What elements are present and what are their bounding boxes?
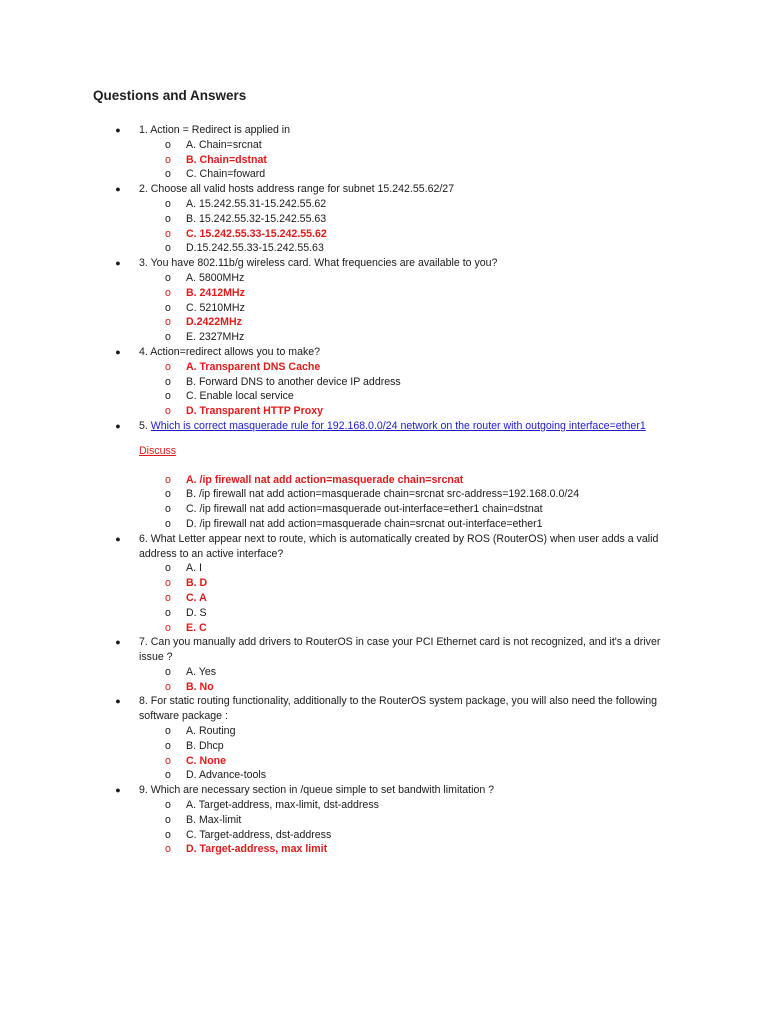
answer-text: B. No xyxy=(186,680,214,693)
answer-text: A. /ip firewall nat add action=masquerade chain=srcnat xyxy=(186,473,464,486)
circle-bullet-icon: o xyxy=(165,375,171,388)
answer-option xyxy=(0,375,768,390)
answer-option xyxy=(0,197,768,212)
answer-options xyxy=(0,360,768,419)
question-row xyxy=(0,123,768,138)
bullet-icon: ● xyxy=(115,184,121,195)
question-text: 9. Which are necessary section in /queue simple to set bandwith limitation ? xyxy=(139,784,495,797)
circle-bullet-icon: o xyxy=(165,665,171,678)
circle-bullet-icon: o xyxy=(165,591,171,604)
answer-options xyxy=(0,665,768,695)
answer-option-correct xyxy=(0,360,768,375)
question-item xyxy=(0,256,768,345)
circle-bullet-icon: o xyxy=(165,286,171,299)
question-item xyxy=(0,783,768,857)
answer-text: D. Transparent HTTP Proxy xyxy=(186,405,323,418)
answer-text: E. C xyxy=(186,621,207,634)
question-item xyxy=(0,635,768,694)
question-text: 3. You have 802.11b/g wireless card. What frequencies are available to you? xyxy=(139,257,498,270)
question-item xyxy=(0,182,768,256)
question-item xyxy=(0,419,768,532)
circle-bullet-icon: o xyxy=(165,799,171,812)
circle-bullet-icon: o xyxy=(165,168,171,181)
answer-option-correct xyxy=(0,473,768,488)
answer-text: D.15.242.55.33-15.242.55.63 xyxy=(186,242,324,255)
answer-option-correct xyxy=(0,754,768,769)
answer-options xyxy=(0,473,768,532)
answer-text: C. Enable local service xyxy=(186,390,294,403)
answer-option xyxy=(0,798,768,813)
circle-bullet-icon: o xyxy=(165,739,171,752)
bullet-icon: ● xyxy=(115,696,121,707)
answer-text: A. Target-address, max-limit, dst-address xyxy=(186,799,379,812)
question-row xyxy=(0,182,768,197)
answer-text: A. Chain=srcnat xyxy=(186,138,262,151)
question-text: 8. For static routing functionality, additionally to the RouterOS system package, you will also need the following software package : xyxy=(139,695,657,723)
answer-option-correct xyxy=(0,404,768,419)
discuss-link[interactable]: Discuss xyxy=(139,444,177,457)
answer-text: D.2422MHz xyxy=(186,316,242,329)
question-row xyxy=(0,532,768,562)
circle-bullet-icon: o xyxy=(165,517,171,530)
answer-option xyxy=(0,502,768,517)
answer-text: C. 5210MHz xyxy=(186,301,245,314)
answer-text: C. None xyxy=(186,754,227,767)
answer-text: B. 2412MHz xyxy=(186,286,245,299)
answer-option xyxy=(0,517,768,532)
circle-bullet-icon: o xyxy=(165,360,171,373)
answer-text: B. /ip firewall nat add action=masquerade chain=srcnat src-address=192.168.0.0/24 xyxy=(186,488,580,501)
answer-text: B. D xyxy=(186,577,208,590)
answer-option xyxy=(0,212,768,227)
answer-text: D. Advance-tools xyxy=(186,769,267,782)
circle-bullet-icon: o xyxy=(165,577,171,590)
circle-bullet-icon: o xyxy=(165,680,171,693)
question-item xyxy=(0,345,768,419)
answer-text: B. Dhcp xyxy=(186,739,224,752)
bullet-icon: ● xyxy=(115,258,121,269)
answer-text: A. Routing xyxy=(186,725,236,738)
question-row xyxy=(0,256,768,271)
answer-options xyxy=(0,271,768,345)
answer-text: B. Max-limit xyxy=(186,813,242,826)
answer-text: A. I xyxy=(186,562,202,575)
answer-option xyxy=(0,724,768,739)
answer-option xyxy=(0,813,768,828)
answer-text: D. S xyxy=(186,606,207,619)
circle-bullet-icon: o xyxy=(165,390,171,403)
answer-option-correct xyxy=(0,680,768,695)
answer-option-correct xyxy=(0,286,768,301)
answer-text: B. 15.242.55.32-15.242.55.63 xyxy=(186,212,327,225)
circle-bullet-icon: o xyxy=(165,227,171,240)
answer-option-correct xyxy=(0,576,768,591)
circle-bullet-icon: o xyxy=(165,621,171,634)
answer-text: D. /ip firewall nat add action=masquerade chain=srcnat out-interface=ether1 xyxy=(186,517,543,530)
answer-option-correct xyxy=(0,591,768,606)
answer-text: C. /ip firewall nat add action=masquerade out-interface=ether1 chain=dstnat xyxy=(186,503,543,516)
bullet-icon: ● xyxy=(115,346,121,357)
answer-text: A. Yes xyxy=(186,665,217,678)
circle-bullet-icon: o xyxy=(165,725,171,738)
answer-text: A. 15.242.55.31-15.242.55.62 xyxy=(186,197,327,210)
answer-option xyxy=(0,301,768,316)
circle-bullet-icon: o xyxy=(165,301,171,314)
answer-options xyxy=(0,197,768,256)
answer-option xyxy=(0,828,768,843)
circle-bullet-icon: o xyxy=(165,562,171,575)
circle-bullet-icon: o xyxy=(165,316,171,329)
answer-options xyxy=(0,724,768,783)
question-item xyxy=(0,694,768,783)
answer-option-correct xyxy=(0,621,768,636)
answer-option xyxy=(0,487,768,502)
answer-option xyxy=(0,768,768,783)
answer-text: D. Target-address, max limit xyxy=(186,843,328,856)
question-text: 7. Can you manually add drivers to RouterOS in case your PCI Ethernet card is not recognized, and it's a driver issue ? xyxy=(139,636,661,664)
answer-options xyxy=(0,798,768,857)
circle-bullet-icon: o xyxy=(165,331,171,344)
answer-option xyxy=(0,330,768,345)
page-title: Questions and Answers xyxy=(93,88,247,103)
question-row xyxy=(0,345,768,360)
answer-text: B. Forward DNS to another device IP address xyxy=(186,375,401,388)
circle-bullet-icon: o xyxy=(165,473,171,486)
question-row xyxy=(0,419,768,434)
answer-text: C. A xyxy=(186,591,207,604)
circle-bullet-icon: o xyxy=(165,138,171,151)
answer-text: E. 2327MHz xyxy=(186,331,245,344)
answer-option xyxy=(0,606,768,621)
bullet-icon: ● xyxy=(115,420,121,431)
circle-bullet-icon: o xyxy=(165,212,171,225)
question-list xyxy=(0,123,768,857)
circle-bullet-icon: o xyxy=(165,754,171,767)
answer-text: A. Transparent DNS Cache xyxy=(186,360,321,373)
question-row xyxy=(0,694,768,724)
circle-bullet-icon: o xyxy=(165,843,171,856)
answer-option xyxy=(0,389,768,404)
answer-option-correct xyxy=(0,315,768,330)
question-item xyxy=(0,532,768,636)
answer-option xyxy=(0,167,768,182)
answer-text: B. Chain=dstnat xyxy=(186,153,267,166)
question-text: 1. Action = Redirect is applied in xyxy=(139,124,291,136)
answer-option-correct xyxy=(0,153,768,168)
question-text: 2. Choose all valid hosts address range for subnet 15.242.55.62/27 xyxy=(139,183,455,196)
answer-option xyxy=(0,271,768,286)
answer-text: A. 5800MHz xyxy=(186,271,245,284)
answer-options xyxy=(0,138,768,182)
question-number: 5. xyxy=(139,419,151,432)
circle-bullet-icon: o xyxy=(165,606,171,619)
bullet-icon: ● xyxy=(115,785,121,796)
circle-bullet-icon: o xyxy=(165,813,171,826)
circle-bullet-icon: o xyxy=(165,153,171,166)
answer-text: C. Target-address, dst-address xyxy=(186,828,332,841)
circle-bullet-icon: o xyxy=(165,828,171,841)
answer-text: C. 15.242.55.33-15.242.55.62 xyxy=(186,227,327,240)
question-link[interactable]: Which is correct masquerade rule for 192.168.0.0/24 network on the router with outgoing interface=ether1 xyxy=(150,419,646,432)
circle-bullet-icon: o xyxy=(165,242,171,255)
answer-options xyxy=(0,561,768,635)
bullet-icon: ● xyxy=(115,637,121,648)
answer-option xyxy=(0,561,768,576)
circle-bullet-icon: o xyxy=(165,488,171,501)
question-row xyxy=(0,783,768,798)
question-text: 6. What Letter appear next to route, which is automatically created by ROS (RouterOS) when user adds a valid address to an active interface? xyxy=(139,532,659,560)
circle-bullet-icon: o xyxy=(165,405,171,418)
answer-option-correct xyxy=(0,842,768,857)
circle-bullet-icon: o xyxy=(165,271,171,284)
bullet-icon: ● xyxy=(115,125,121,135)
question-item xyxy=(0,123,768,182)
question-text xyxy=(139,419,679,434)
answer-option xyxy=(0,739,768,754)
circle-bullet-icon: o xyxy=(165,197,171,210)
answer-option-correct xyxy=(0,227,768,242)
bullet-icon: ● xyxy=(115,533,121,544)
answer-option xyxy=(0,665,768,680)
answer-option xyxy=(0,241,768,256)
answer-option xyxy=(0,138,768,153)
circle-bullet-icon: o xyxy=(165,769,171,782)
question-row xyxy=(0,635,768,665)
circle-bullet-icon: o xyxy=(165,503,171,516)
answer-text: C. Chain=foward xyxy=(186,168,266,181)
question-text: 4. Action=redirect allows you to make? xyxy=(139,345,321,358)
